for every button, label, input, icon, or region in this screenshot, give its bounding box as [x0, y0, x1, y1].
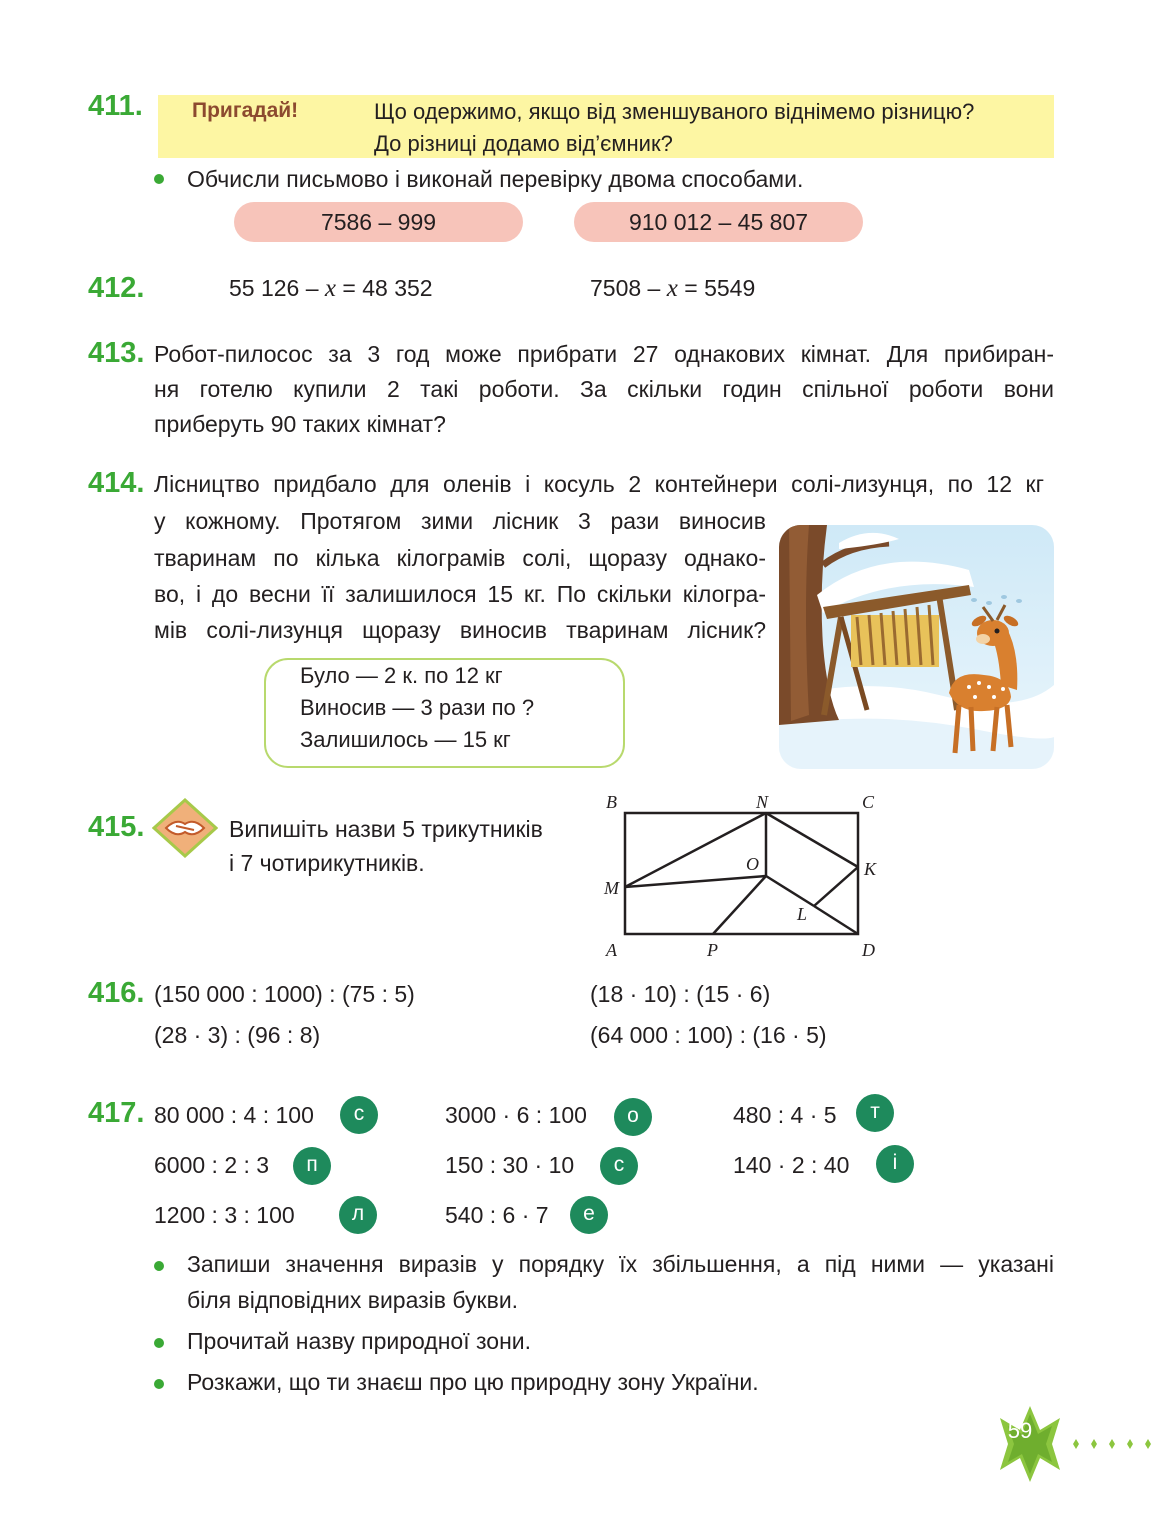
- exercise-number-416: 416.: [88, 977, 145, 1009]
- label-N: N: [756, 792, 769, 812]
- label-D: D: [862, 940, 875, 960]
- letter-badge: с: [340, 1096, 378, 1134]
- task-417-bullet1-line1: Запиши значення виразів у порядку їх збільшення, а під ними — указані: [187, 1251, 1054, 1277]
- expression-417-5: 150 : 30 · 10: [445, 1152, 575, 1178]
- problem-414-line2: у кожному. Протягом зими лісник 3 рази виносив: [154, 508, 766, 534]
- handshake-pair-work-icon: [152, 798, 218, 858]
- expression-417-8: 540 : 6 · 7: [445, 1202, 549, 1228]
- expression-417-7: 1200 : 3 : 100: [154, 1202, 295, 1228]
- equation-2-variable: x: [666, 275, 678, 302]
- exercise-number-413: 413.: [88, 337, 145, 369]
- expression-416-1: (150 000 : 1000) : (75 : 5): [154, 981, 415, 1007]
- letter-badge: с: [600, 1147, 638, 1185]
- problem-414-line1: Лісництво придбало для оленів і косуль 2 контейнери солі-лизунця, по 12 кг: [154, 471, 1044, 497]
- problem-414-line3: тваринам по кілька кілограмів солі, щоразу однако-: [154, 545, 766, 571]
- label-L: L: [797, 904, 808, 924]
- letter-badge: л: [339, 1196, 377, 1234]
- bullet-icon: [154, 1338, 164, 1348]
- geometry-figure: [596, 786, 896, 962]
- short-note-line2: Виносив — 3 рази по ?: [300, 695, 535, 720]
- expression-417-6: 140 · 2 : 40: [733, 1152, 850, 1178]
- short-note-line1: Було — 2 к. по 12 кг: [300, 663, 503, 688]
- letter-badge: і: [876, 1145, 914, 1183]
- label-B: B: [606, 792, 617, 812]
- expression-417-2: 3000 · 6 : 100: [445, 1102, 587, 1128]
- equation-1-left: 55 126 –: [229, 275, 325, 301]
- exercise-number-415: 415.: [88, 811, 145, 843]
- remember-question-line2: До різниці додамо від’ємник?: [374, 131, 673, 156]
- problem-413-line2: ня готелю купили 2 такі роботи. За скільки годин спільної роботи вони: [154, 376, 1054, 402]
- task-415-line2: і 7 чотирикутників.: [229, 850, 425, 876]
- bullet-icon: [154, 1261, 164, 1271]
- letter-badge: о: [614, 1098, 652, 1136]
- equation-2-right: = 5549: [677, 275, 756, 301]
- task-417-bullet2: Прочитай назву природної зони.: [187, 1328, 532, 1354]
- equation-1-variable: x: [324, 275, 337, 302]
- exercise-number-412: 412.: [88, 272, 145, 304]
- expression-416-3: (28 · 3) : (96 : 8): [154, 1022, 321, 1048]
- exercise-number-411: 411.: [88, 90, 143, 122]
- problem-413-line1: Робот-пилосос за 3 год може прибрати 27 однакових кімнат. Для прибиран-: [154, 341, 1054, 367]
- expression-pill-1: 7586 – 999: [234, 202, 523, 242]
- remember-label: Пригадай!: [192, 99, 299, 122]
- problem-414-line5: мів солі-лизунця щоразу виносив тваринам лісник?: [154, 617, 766, 643]
- letter-badge: т: [856, 1094, 894, 1132]
- page-number: 59: [1007, 1418, 1033, 1443]
- label-P: P: [707, 940, 718, 960]
- label-M: M: [604, 878, 619, 898]
- problem-413-line3: приберуть 90 таких кімнат?: [154, 411, 446, 437]
- label-O: O: [746, 854, 759, 874]
- task-411: Обчисли письмово і виконай перевірку двома способами.: [187, 166, 804, 192]
- expression-416-4: (64 000 : 100) : (16 · 5): [590, 1022, 827, 1048]
- exercise-number-417: 417.: [88, 1097, 145, 1129]
- letter-badge: п: [293, 1147, 331, 1185]
- expression-417-3: 480 : 4 · 5: [733, 1102, 837, 1128]
- task-415-line1: Випишіть назви 5 трикутників: [229, 816, 543, 842]
- label-A: A: [606, 940, 617, 960]
- label-K: K: [864, 859, 877, 879]
- bullet-icon: [154, 174, 164, 184]
- remember-question-line1: Що одержимо, якщо від зменшуваного віднімемо різницю?: [374, 99, 975, 124]
- equation-2: [590, 271, 755, 306]
- equation-1: [229, 271, 433, 306]
- letter-badge: е: [570, 1196, 608, 1234]
- expression-417-1: 80 000 : 4 : 100: [154, 1102, 314, 1128]
- winter-deer-illustration: [779, 525, 1054, 769]
- exercise-number-414: 414.: [88, 467, 145, 499]
- expression-pill-2: 910 012 – 45 807: [574, 202, 863, 242]
- page-number-ornament: [978, 1404, 1158, 1484]
- bullet-icon: [154, 1379, 164, 1389]
- task-417-bullet3: Розкажи, що ти знаєш про цю природну зону України.: [187, 1369, 759, 1395]
- problem-414-line4: во, і до весни її залишилося 15 кг. По скільки кілогра-: [154, 581, 766, 607]
- expression-416-2: (18 · 10) : (15 · 6): [590, 981, 771, 1007]
- expression-417-4: 6000 : 2 : 3: [154, 1152, 270, 1178]
- equation-2-left: 7508 –: [590, 275, 667, 301]
- deer-feeder-picture: [779, 525, 1054, 769]
- equation-1-right: = 48 352: [336, 275, 433, 301]
- label-C: C: [862, 792, 875, 812]
- task-417-bullet1-line2: біля відповідних виразів букви.: [187, 1287, 519, 1313]
- short-note-line3: Залишилось — 15 кг: [300, 727, 511, 752]
